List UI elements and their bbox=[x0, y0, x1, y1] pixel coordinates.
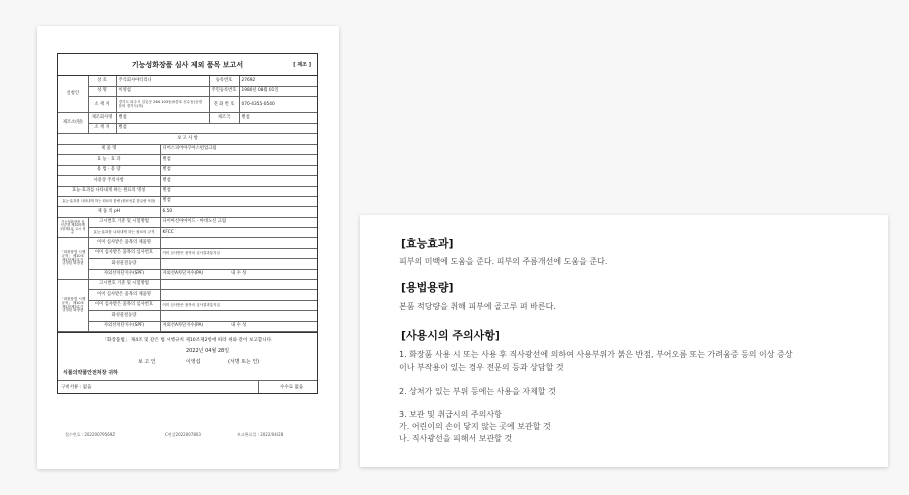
item-label: 자외선차단지수(SPF) bbox=[88, 269, 160, 279]
usage-text: 본품 적당량을 취해 피부에 골고루 펴 바른다. bbox=[399, 302, 556, 311]
caution-item-1-cont: 이나 부작용이 있는 경우 전문의 등과 상담할 것 bbox=[399, 363, 564, 372]
item-label: 사용상 주의사항 bbox=[58, 176, 160, 186]
item-label: 고시번호 기준 및 시험방법 bbox=[88, 280, 160, 290]
table-row bbox=[58, 238, 317, 248]
field-value: 별첨 bbox=[239, 113, 317, 123]
report-form bbox=[57, 53, 318, 394]
form-title-row bbox=[58, 54, 317, 76]
table-row bbox=[58, 76, 317, 86]
report-header: 보 고 사 항 bbox=[58, 134, 317, 144]
report-items-table bbox=[58, 134, 317, 332]
item-label: 이미 심사받은 품목의 심사결과통지일 bbox=[160, 248, 317, 258]
caution-item-1: 1. 화장품 사용 시 또는 사용 후 직사광선에 의하여 사용부위가 붉은 반점, 부어오름 또는 가려움증 등의 이상 증상 bbox=[399, 350, 793, 359]
item-value: 별첨 bbox=[160, 176, 317, 186]
spf-row bbox=[160, 321, 317, 331]
caution-item-3b: 나. 직사광선을 피해서 보관할 것 bbox=[399, 434, 513, 443]
table-row bbox=[58, 300, 317, 310]
field-value: 별첨 bbox=[116, 123, 317, 133]
form-bottom bbox=[58, 332, 317, 393]
usage-heading: [용법용량] bbox=[401, 281, 454, 294]
item-value: 별첨 bbox=[160, 186, 317, 196]
applicant-table bbox=[58, 76, 317, 134]
form-tag: [ 제조 ] bbox=[293, 62, 311, 68]
field-label: 소 재 지 bbox=[88, 97, 116, 113]
group3-label: 「화장품법 시행규칙」 제10조제1항제3호가 규정된 화장품 bbox=[58, 280, 88, 332]
field-label: 소 재 지 bbox=[88, 123, 116, 133]
caution-heading: [사용시의 주의사항] bbox=[401, 329, 500, 342]
item-label: 효능·효과를 나타내게 하는 원료의 함량 (원료성분 함유량 포함) bbox=[58, 196, 160, 206]
table-row bbox=[58, 165, 317, 175]
item-label: 내 수 성 bbox=[231, 271, 247, 277]
field-value: 27692 bbox=[239, 76, 317, 86]
item-label: 이미 심사받은 품목의 심사결과통지일 bbox=[160, 300, 317, 310]
table-row bbox=[58, 207, 317, 217]
reference-number: C연감2022007803 bbox=[165, 432, 201, 437]
item-label: 효능·효과를 나타내게 하는 원료의 명칭 bbox=[58, 186, 160, 196]
item-value: 별첨 bbox=[160, 196, 317, 206]
field-value: 주식회사아티리니 bbox=[116, 76, 209, 86]
field-label: 주민등록번호 bbox=[209, 86, 239, 96]
attachment-label: 구비서류 : 없음 bbox=[61, 384, 92, 390]
item-label: 자외선A차단지수(PA) bbox=[162, 271, 204, 277]
manufacturer-label: 제조소(원) bbox=[58, 113, 88, 134]
item-label: 자외선A차단지수(PA) bbox=[162, 323, 204, 329]
table-row bbox=[58, 113, 317, 123]
item-value: KFCC bbox=[160, 228, 317, 238]
field-label: 성 명 bbox=[88, 86, 116, 96]
item-value: 별첨 bbox=[160, 165, 317, 175]
sign-note: (서명 또는 인) bbox=[228, 358, 260, 365]
table-row bbox=[58, 269, 317, 279]
item-label: 제 품 의 pH bbox=[58, 207, 160, 217]
table-row bbox=[58, 86, 317, 96]
report-form-document bbox=[37, 26, 339, 469]
item-label: 자외선차단지수(SPF) bbox=[88, 321, 160, 331]
fee-label: 수수료 없음 bbox=[280, 384, 304, 390]
table-row bbox=[58, 321, 317, 331]
item-label: 용 법 · 용 량 bbox=[58, 165, 160, 175]
table-row bbox=[58, 97, 317, 113]
item-value: 나이아신아마이드 · 아데노신 크림 bbox=[160, 217, 317, 227]
field-label: 제조회사명 bbox=[88, 113, 116, 123]
reporter-name: 이영섭 bbox=[186, 358, 201, 365]
item-label: 효 능 · 효 과 bbox=[58, 155, 160, 165]
item-label: 이미 심사받은 품목의 심사번호 bbox=[88, 248, 160, 258]
efficacy-heading: [효능효과] bbox=[401, 237, 454, 250]
field-label: 등록번호 bbox=[209, 76, 239, 86]
form-title: 기능성화장품 심사 제외 품목 보고서 bbox=[131, 61, 244, 69]
item-label: 이미 심사받은 품목의 제품명 bbox=[88, 238, 160, 248]
table-row bbox=[58, 228, 317, 238]
item-label: 효능·효과를 나타내게 하는 원료의 규격 bbox=[88, 228, 160, 238]
reporter-label: 보 고 인 bbox=[138, 358, 156, 365]
completion-date: 보고완료일 : 2022/04/28 bbox=[237, 432, 284, 437]
item-label: 화성물질동량 bbox=[88, 259, 160, 269]
field-label: 제조국 bbox=[209, 113, 239, 123]
caution-item-3: 3. 보관 및 취급시의 주의사항 bbox=[399, 410, 502, 419]
group1-label: 기능성화장품 심사규정 제10조제1항제1호 고시 성분 bbox=[58, 217, 88, 238]
table-row bbox=[58, 248, 317, 258]
attachment-row bbox=[58, 381, 317, 393]
report-date: 2022년 04월 28일 bbox=[185, 347, 230, 354]
item-label: 이미 심사받은 품목의 제품명 bbox=[88, 290, 160, 300]
item-value: 6.50 bbox=[160, 207, 317, 217]
table-row bbox=[58, 290, 317, 300]
item-value bbox=[160, 311, 317, 321]
table-row bbox=[58, 186, 317, 196]
field-value: 별첨 bbox=[116, 113, 209, 123]
item-value bbox=[160, 259, 317, 269]
item-value bbox=[160, 290, 317, 300]
item-label: 고시번호 기준 및 시험방법 bbox=[88, 217, 160, 227]
group2-label: 「화장품법 시행규칙」 제10조제1항제2호가 규정된 화장품 bbox=[58, 238, 88, 280]
caution-item-3a: 가. 어린이의 손이 닿지 않는 곳에 보관할 것 bbox=[399, 422, 551, 431]
item-value bbox=[160, 280, 317, 290]
field-label: 전 화 번 호 bbox=[209, 97, 239, 113]
form-footer bbox=[57, 432, 318, 440]
field-value: 이영섭 bbox=[116, 86, 209, 96]
caution-item-2: 2. 상처가 있는 부위 등에는 사용을 자제할 것 bbox=[399, 387, 556, 396]
item-label: 내 수 성 bbox=[231, 323, 247, 329]
field-value: 1980년 08월 01일 bbox=[239, 86, 317, 96]
receipt-number: 접수번호 : 20220079569Z bbox=[65, 432, 116, 437]
table-row bbox=[58, 134, 317, 144]
addressee: 식품의약품안전처장 귀하 bbox=[58, 369, 317, 381]
item-value bbox=[160, 238, 317, 248]
table-row bbox=[58, 155, 317, 165]
product-info-card bbox=[360, 215, 888, 467]
applicant-label: 신청인 bbox=[58, 76, 88, 113]
table-row bbox=[58, 123, 317, 133]
item-value: 별첨 bbox=[160, 155, 317, 165]
signature-line bbox=[58, 357, 317, 369]
table-row bbox=[58, 259, 317, 269]
table-row bbox=[58, 217, 317, 227]
table-row bbox=[58, 196, 317, 206]
spf-row bbox=[160, 269, 317, 279]
item-label: 이미 심사받은 품목의 심사번호 bbox=[88, 300, 160, 310]
item-value: 디어스피어아쿠아스펀업크림 bbox=[160, 144, 317, 154]
item-label: 제 품 명 bbox=[58, 144, 160, 154]
table-row bbox=[58, 311, 317, 321]
field-label: 상 호 bbox=[88, 76, 116, 86]
table-row bbox=[58, 280, 317, 290]
declaration: 「화장품법」 제4조 및 같은 법 시행규칙 제10조제2항에 따라 위와 같이 보고합니다. bbox=[102, 337, 273, 343]
efficacy-text: 피부의 미백에 도움을 준다. 피부의 주름개선에 도움을 준다. bbox=[399, 257, 608, 266]
field-value: 070-4355-0540 bbox=[239, 97, 317, 113]
table-row bbox=[58, 144, 317, 154]
divider bbox=[258, 381, 259, 393]
field-value: 경기도 파주시 길곶곳 264 103동(5층호 신수동)공장 문의 경기도(하) bbox=[116, 97, 209, 113]
table-row bbox=[58, 176, 317, 186]
item-label: 화성물질동량 bbox=[88, 311, 160, 321]
